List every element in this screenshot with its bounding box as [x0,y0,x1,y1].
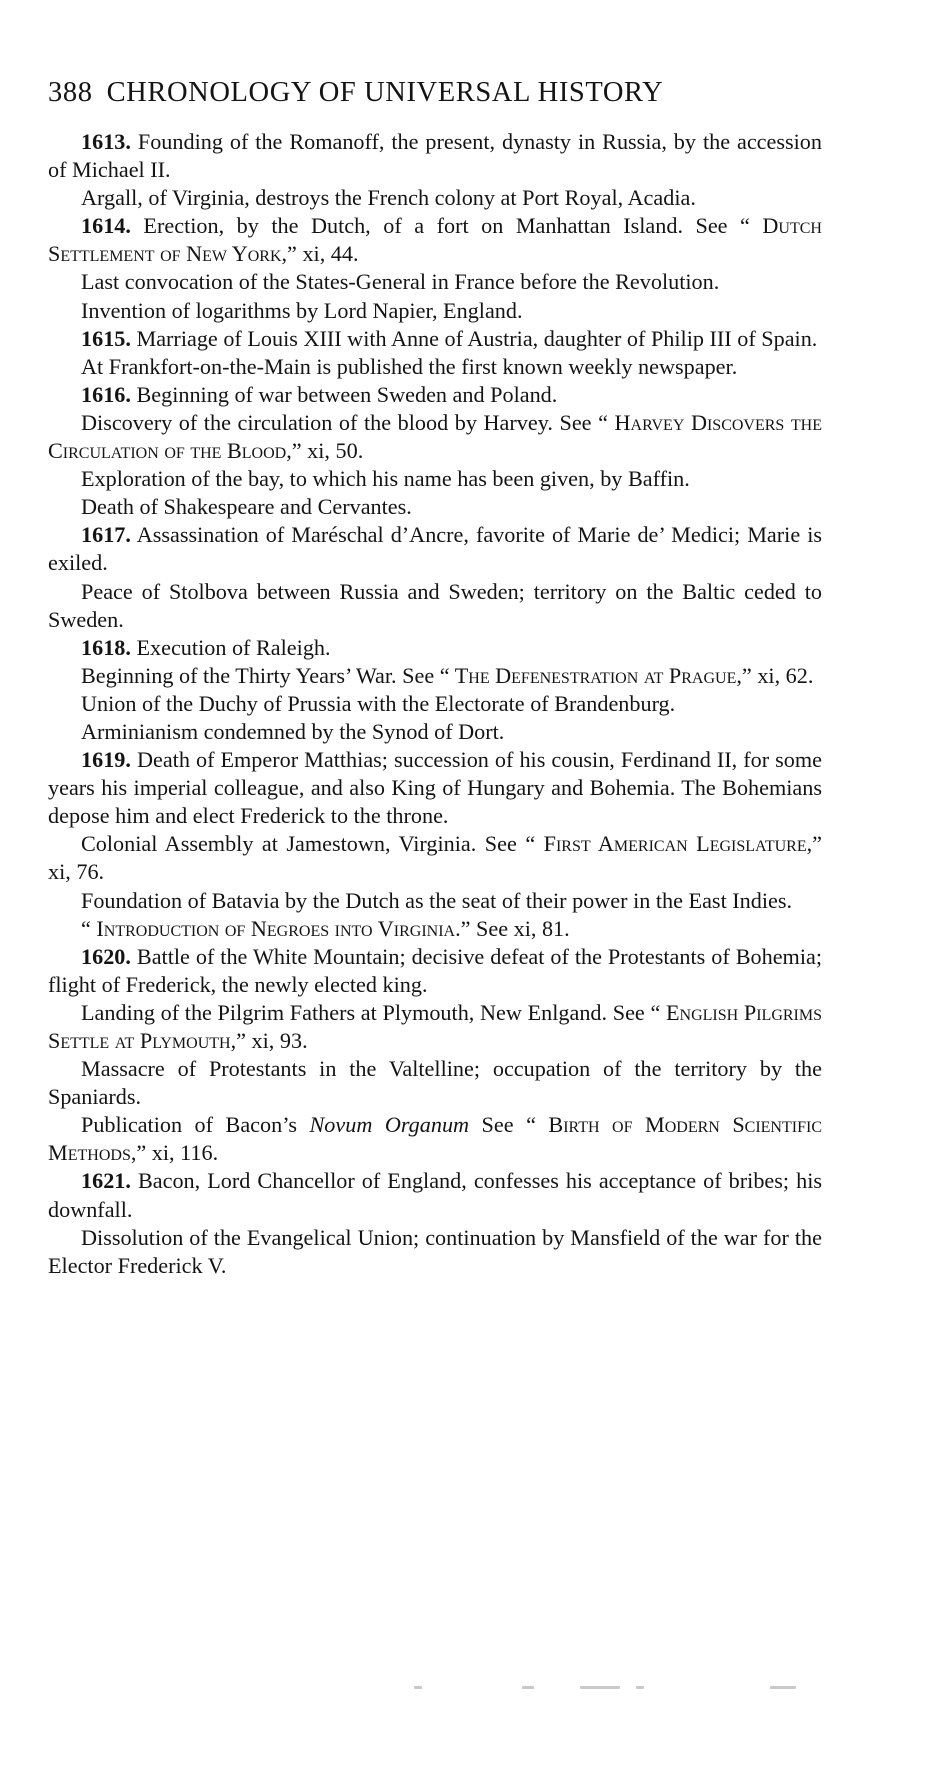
entry-text: At Frankfort-on-the-Main is published the first known weekly newspaper. [81,353,738,379]
entry-text: Battle of the White Mountain; decisive defeat of the Protestants of Bohemia; flight of Frederick, the newly elected king. [48,943,822,997]
entry-volume-ref: xi, 116. [146,1140,219,1166]
entry-text: Union of the Duchy of Prussia with the Electorate of Brandenburg. [81,690,676,716]
entry-year: 1613. [81,129,131,154]
entry-italic-title: Novum Organum [309,1112,470,1138]
entry-text: Landing of the Pilgrim Fathers at Plymouth, New Enlgand. See [81,999,651,1025]
entry-year: 1614. [81,213,131,239]
entry-text: Discovery of the circulation of the blood by Harvey. See [81,409,599,435]
entry-year: 1616. [81,381,131,407]
entry-volume-ref: xi, 62. [751,662,814,688]
chronology-entry [48,493,822,521]
chronology-entry [48,325,822,353]
entry-cross-reference: “ English Pilgrims Settle at Plymouth,” [48,999,823,1053]
running-head [48,76,822,110]
entry-text: Arminianism condemned by the Synod of Dort. [81,718,505,744]
chronology-entry [48,212,822,268]
entry-cross-reference: “ Harvey Discovers the Circulation of the Blood,” [48,409,822,464]
chronology-entry [48,887,822,915]
entry-text: Dissolution of the Evangelical Union; continuation by Mansfield of the war for the Elector Frederick V. [48,1224,822,1278]
chronology-entry [48,718,822,746]
entry-text: See [469,1112,527,1138]
entry-year: 1618. [81,634,131,660]
entry-cross-reference: “ Birth of Modern Scientific Methods,” [48,1112,822,1166]
page-number: 388 [48,77,93,108]
chronology-entry [48,915,822,943]
entry-text: Foundation of Batavia by the Dutch as the seat of their power in the East Indies. [81,887,793,913]
chronology-entry [48,268,822,296]
entry-volume-ref: xi, 50. [301,438,364,464]
chronology-entry [48,1224,822,1280]
entry-text: Publication of Bacon’s [81,1112,310,1138]
entry-year: 1619. [81,747,131,773]
chronology-entry [48,521,822,577]
entry-text: Founding of the Romanoff, the present, dynasty in Russia, by the accession of Michael II. [48,129,822,183]
entry-text: Beginning of the Thirty Years’ War. See [81,662,440,688]
entry-text: Execution of Raleigh. [130,634,331,660]
chronology-entry [48,1167,822,1223]
chronology-entry [48,943,822,999]
entry-year: 1617. [81,522,131,548]
entry-text: Exploration of the bay, to which his name has been given, by Baffin. [81,466,690,492]
chronology-entry [48,409,822,465]
entry-text: Argall, of Virginia, destroys the French colony at Port Royal, Acadia. [81,185,696,211]
chronology-entry [48,690,822,718]
entry-year: 1620. [81,943,131,969]
entry-text: Peace of Stolbova between Russia and Sweden; territory on the Baltic ceded to Sweden. [48,578,822,632]
chronology-entry [48,830,822,886]
entry-text: Assassination of Maréschal d’Ancre, favorite of Marie de’ Medici; Marie is exiled. [48,522,822,576]
entry-volume-ref: See xi, 81. [470,915,570,941]
chronology-entry [48,999,822,1055]
entry-text: Death of Emperor Matthias; succession of his cousin, Ferdinand II, for some years his imperial colleague, and also King of Hungary and Bohemia. The Bohemians depose him and elect Frederick to the throne. [48,747,822,829]
entry-volume-ref: xi, 93. [245,1028,308,1053]
entry-cross-reference: “ First American Legislature,” [525,831,822,857]
page-title: CHRONOLOGY OF UNIVERSAL HISTORY [106,77,664,108]
chronology-entry [48,578,822,634]
chronology-entries [48,128,822,1280]
entry-text: Death of Shakespeare and Cervantes. [81,494,412,520]
entry-text: Massacre of Protestants in the Valtelline; occupation of the territory by the Spaniards. [48,1056,822,1110]
entry-text: Colonial Assembly at Jamestown, Virginia. See [81,831,526,857]
entry-volume-ref: xi, 76. [48,859,105,885]
entry-text: Invention of logarithms by Lord Napier, England. [81,297,523,323]
entry-volume-ref: xi, 44. [296,241,359,267]
entry-text: Last convocation of the States-General in France before the Revolution. [81,269,720,295]
chronology-entry [48,184,822,212]
chronology-entry [48,662,822,690]
scan-speck [414,1686,422,1689]
chronology-entry [48,746,822,830]
entry-cross-reference: “ The Defenestration at Prague,” [439,662,752,688]
entry-text: Erection, by the Dutch, of a fort on Manhattan Island. See [130,213,741,239]
entry-text: Marriage of Louis XIII with Anne of Austria, daughter of Philip III of Spain. [130,325,818,351]
scan-speck [636,1686,644,1689]
chronology-entry [48,1055,822,1111]
entry-text: Beginning of war between Sweden and Poland. [130,381,558,407]
chronology-entry [48,381,822,409]
chronology-entry [48,634,822,662]
chronology-entry [48,1111,822,1167]
chronology-entry [48,465,822,493]
chronology-entry [48,128,822,184]
scan-speck [522,1686,534,1689]
entry-year: 1615. [81,325,131,351]
chronology-entry [48,297,822,325]
entry-cross-reference: “ Introduction of Negroes into Virginia.” [81,915,471,941]
scan-marks [0,1686,950,1706]
entry-cross-reference: “ Dutch Settlement of New York,” [48,213,822,267]
scan-speck [770,1686,796,1689]
entry-text: Bacon, Lord Chancellor of England, confesses his acceptance of bribes; his downfall. [48,1168,822,1222]
scan-speck [580,1686,620,1689]
chronology-entry [48,353,822,381]
entry-year: 1621. [81,1168,131,1194]
book-page [48,76,822,1280]
